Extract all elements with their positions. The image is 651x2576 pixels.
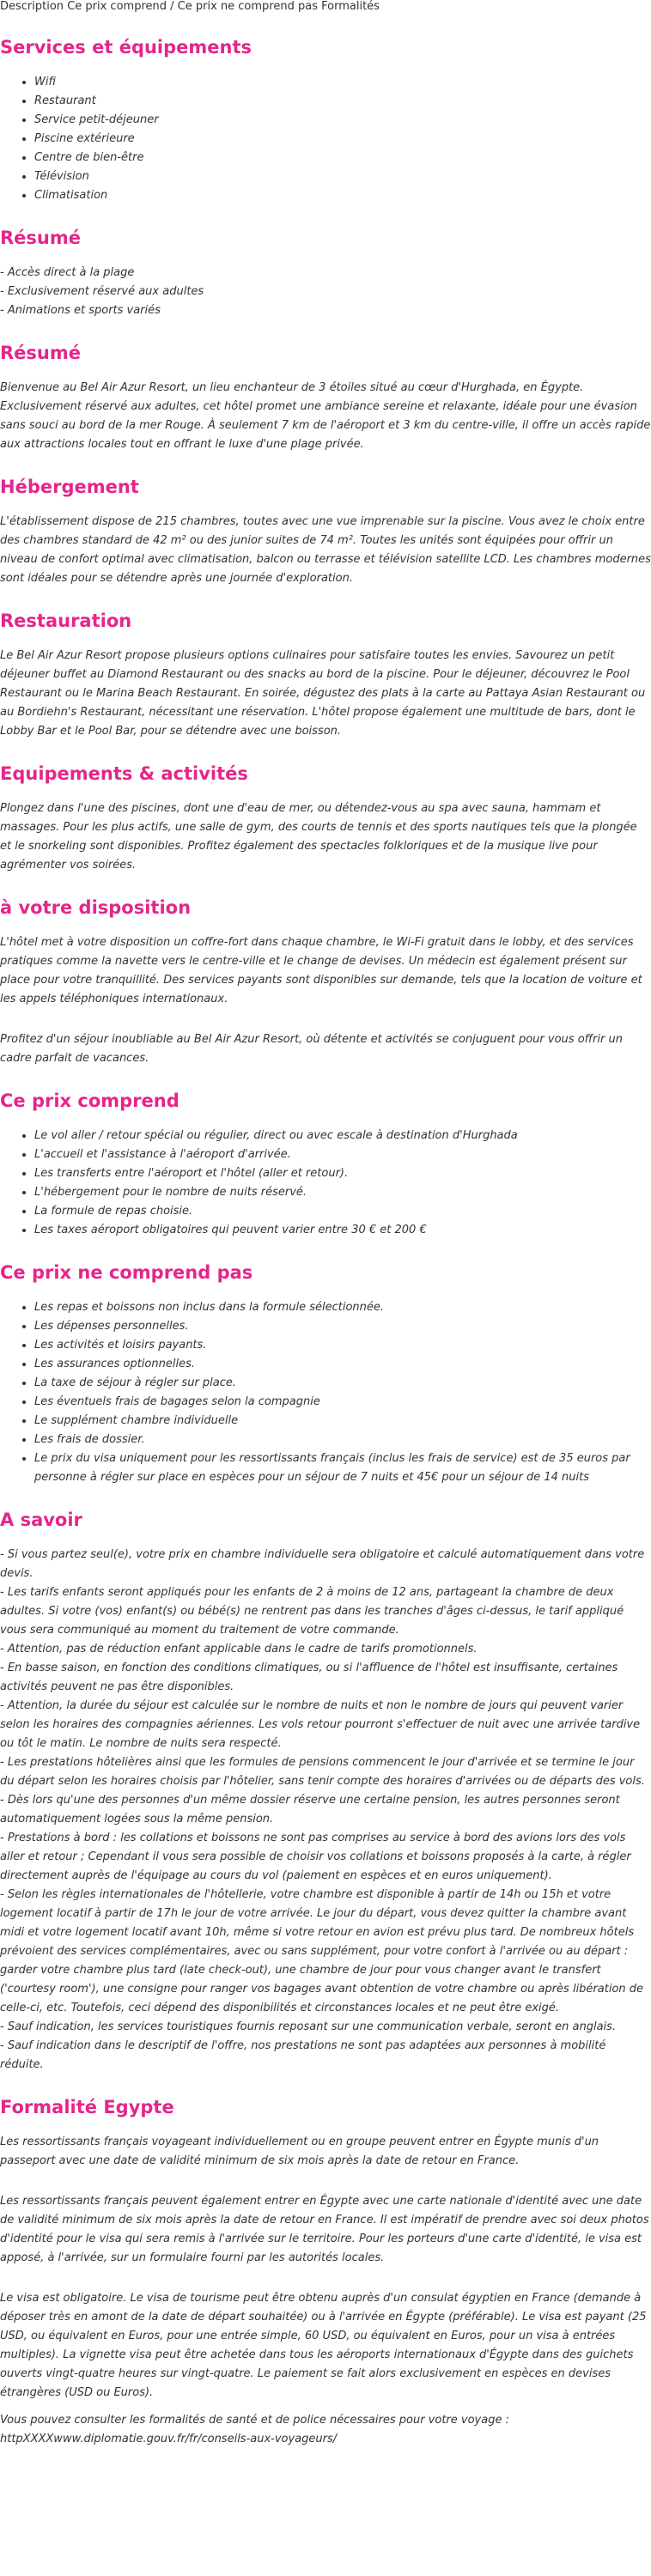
ne-comprend-list bbox=[0, 1298, 651, 1487]
comprend-list bbox=[0, 1127, 651, 1240]
tab-description[interactable]: Description bbox=[0, 0, 64, 13]
tab-inclus[interactable]: Ce prix comprend bbox=[67, 0, 167, 13]
list-item: • Service petit-déjeuner bbox=[34, 111, 651, 130]
hebergement-text: L'établissement dispose de 215 chambres, toutes avec une vue imprenable sur la piscine. Vous avez le choix entre des chambres standard de 42 m² ou des junior suites de 74 m². Toutes les unités sont équipées pour offrir un niveau de confort optimal avec climatisation, balcon ou terrasse et télévision satellite LCD. Les chambres modernes sont idéales pour se détendre après une journée d'exploration. bbox=[0, 515, 651, 585]
tab-separator: / bbox=[170, 0, 174, 13]
list-item: • Le supplément chambre individuelle bbox=[34, 1412, 651, 1431]
list-item: • Restaurant bbox=[34, 92, 651, 111]
disposition-text: L'hôtel met à votre disposition un coffre-fort dans chaque chambre, le Wi-Fi gratuit dans le lobby, et des services pratiques comme la navette vers le centre-ville et le change de devises. Un médecin est également présent sur place pour votre tranquillité. Des services payants sont disponibles sur demande, tels que la location de voiture et les appels téléphoniques internationaux. bbox=[0, 936, 642, 1005]
list-item: • Les activités et loisirs payants. bbox=[34, 1336, 651, 1355]
list-item: • Le vol aller / retour spécial ou régulier, direct ou avec escale à destination d'Hurghada bbox=[34, 1127, 651, 1145]
tab-formalites[interactable]: Formalités bbox=[321, 0, 380, 13]
list-item: • Les taxes aéroport obligatoires qui peuvent varier entre 30 € et 200 € bbox=[34, 1221, 651, 1240]
tabs-bar bbox=[0, 0, 651, 14]
equipements-text: Plongez dans l'une des piscines, dont une d'eau de mer, ou détendez-vous au spa avec sauna, hammam et massages. Pour les plus actifs, une salle de gym, des courts de tennis et des sports nautiques tels que la plongée et le snorkeling sont disponibles. Profitez également des spectacles folkloriques et de la musique live pour agrémenter vos soirées. bbox=[0, 802, 637, 872]
services-list bbox=[0, 73, 651, 205]
list-item: • La taxe de séjour à régler sur place. bbox=[34, 1374, 651, 1393]
disposition-title: à votre disposition bbox=[0, 897, 192, 918]
list-item: • Centre de bien-être bbox=[34, 149, 651, 167]
restauration-text: Le Bel Air Azur Resort propose plusieurs options culinaires pour satisfaire toutes les envies. Savourez un petit déjeuner buffet au Diamond Restaurant ou des snacks au bord de la piscine. Pour le déjeuner, découvrez le Pool Restaurant ou le Marina Beach Restaurant. En soirée, dégustez des plats à la carte au Pattaya Asian Restaurant ou au Bordiehn's Restaurant, nécessitant une réservation. L'hôtel propose également une multitude de bars, dont le Lobby Bar et le Pool Bar, pour se détendre avec une boisson. bbox=[0, 649, 646, 738]
formalite-title: Formalité Egypte bbox=[0, 2097, 174, 2117]
formalite-p2: Les ressortissants français peuvent également entrer en Égypte avec une carte nationale d'identité avec une date de validité minimum de six mois après la date de retour en France. Il est impératif de prendre avec soi deux photos d'identité pour le visa qui sera remis à l'arrivée sur le territoire. Pour les porteurs d'une carte d'identité, le visa est apposé, à l'arrivée, sur un formulaire fourni par les autorités locales. bbox=[0, 2195, 649, 2264]
restauration-title: Restauration bbox=[0, 611, 132, 631]
ne-comprend-title: Ce prix ne comprend pas bbox=[0, 1262, 253, 1283]
resume-short-lines bbox=[0, 264, 651, 320]
a-savoir-line: - Attention, pas de réduction enfant applicable dans le cadre de tarifs promotionnels. bbox=[0, 1643, 478, 1656]
a-savoir-line: - Si vous partez seul(e), votre prix en chambre individuelle sera obligatoire et calculé automatiquement dans votre devis. bbox=[0, 1548, 645, 1580]
list-item: • La formule de repas choisie. bbox=[34, 1202, 651, 1221]
a-savoir-line: - Sauf indication, les services touristiques fournis reposant sur une communication verbale, seront en anglais. bbox=[0, 2020, 617, 2033]
a-savoir-line: - Sauf indication dans le descriptif de l'offre, nos prestations ne sont pas adaptées aux personnes à mobilité réduite. bbox=[0, 2039, 606, 2071]
formalite-p3: Le visa est obligatoire. Le visa de tourisme peut être obtenu auprès d'un consulat égyptien en France (demande à déposer très en amont de la date de départ souhaitée) ou à l'arrivée en Égypte (préférable). Le visa est payant (25 USD, ou équivalent en Euros, pour une entrée simple, 60 USD, ou équivalent en Euros, pour un visa à entrées multiples). La vignette visa peut être achetée dans tous les aéroports internationaux d'Égypte dans des guichets ouverts vingt-quatre heures sur vingt-quatre. Le paiement se fait alors exclusivement en espèces en devises étrangères (USD ou Euros). bbox=[0, 2292, 647, 2399]
equipements-title: Equipements & activités bbox=[0, 763, 248, 784]
a-savoir-lines bbox=[0, 1546, 651, 2075]
list-item: • Les frais de dossier. bbox=[34, 1431, 651, 1449]
resume-short-title: Résumé bbox=[0, 228, 81, 248]
list-item: • Les éventuels frais de bagages selon la compagnie bbox=[34, 1393, 651, 1412]
list-item: • Les assurances optionnelles. bbox=[34, 1355, 651, 1374]
list-item: • Les transferts entre l'aéroport et l'hôtel (aller et retour). bbox=[34, 1164, 651, 1183]
a-savoir-line: - En basse saison, en fonction des conditions climatiques, ou si l'affluence de l'hôtel est insuffisante, certaines activités peuvent ne pas être disponibles. bbox=[0, 1662, 618, 1693]
resume-line: - Animations et sports variés bbox=[0, 304, 161, 317]
list-item: • Les repas et boissons non inclus dans la formule sélectionnée. bbox=[34, 1298, 651, 1317]
a-savoir-line: - Selon les règles internationales de l'hôtellerie, votre chambre est disponible à partir de 14h ou 15h et votre logement locatif à partir de 17h le jour de votre arrivée. Le jour du départ, vous devez quitter la chambre avant midi et votre logement locatif avant 10h, même si votre retour en avion est prévu plus tard. De nombreux hôtels prévoient des services complémentaires, avec ou sans supplément, pour votre confort à l'arrivée ou au départ : garder votre chambre plus tard (late check-out), une chambre de jour pour vous changer avant le transfert ('courtesy room'), une consigne pour ranger vos bagages avant obtention de votre chambre ou après libération de celle-ci, etc. Toutefois, ceci dépend des disponibilités et circonstances locales et ne peut être exigé. bbox=[0, 1888, 644, 2014]
comprend-title: Ce prix comprend bbox=[0, 1091, 179, 1111]
list-item: • Wifi bbox=[34, 73, 651, 92]
a-savoir-line: - Dès lors qu'une des personnes d'un même dossier réserve une certaine pension, les autres personnes seront automatiquement logées sous la même pension. bbox=[0, 1794, 620, 1826]
a-savoir-title: A savoir bbox=[0, 1510, 82, 1530]
resume-line: - Exclusivement réservé aux adultes bbox=[0, 285, 204, 298]
resume-long-title: Résumé bbox=[0, 343, 81, 363]
a-savoir-line: - Prestations à bord : les collations et boissons ne sont pas comprises au service à bord des avions lors des vols aller et retour ; Cependant il vous sera possible de choisir vos collations et boissons proposés à la carte, à régler directement auprès de l'équipage au cours du vol (paiement en espèces et en euros uniquement). bbox=[0, 1832, 631, 1882]
tab-non-inclus[interactable]: Ce prix ne comprend pas bbox=[177, 0, 318, 13]
a-savoir-line: - Attention, la durée du séjour est calculée sur le nombre de nuits et non le nombre de jours qui peuvent varier selon les horaires des compagnies aériennes. Les vols retour pourront s'effectuer de nuit avec une arrivée tardive ou tôt le matin. Le nombre de nuits sera respecté. bbox=[0, 1699, 641, 1750]
list-item: • Climatisation bbox=[34, 186, 651, 205]
a-savoir-line: - Les prestations hôtelières ainsi que les formules de pensions commencent le jour d'arrivée et se termine le jour du départ selon les horaires choisis par l'hôtelier, sans tenir compte des horaires d'arrivées ou de départs des vols. bbox=[0, 1756, 645, 1788]
formalite-p1: Les ressortissants français voyageant individuellement ou en groupe peuvent entrer en Égypte munis d'un passeport avec une date de validité minimum de six mois après la date de retour en France. bbox=[0, 2136, 599, 2167]
list-item: • Les dépenses personnelles. bbox=[34, 1317, 651, 1336]
resume-long-text: Bienvenue au Bel Air Azur Resort, un lieu enchanteur de 3 étoiles situé au cœur d'Hurghada, en Égypte. Exclusivement réservé aux adultes, cet hôtel promet une ambiance sereine et relaxante, idéale pour une évasion sans souci au bord de la mer Rouge. À seulement 7 km de l'aéroport et 3 km du centre-ville, il offre un accès rapide aux attractions locales tout en offrant le luxe d'une plage privée. bbox=[0, 381, 651, 451]
resume-line: - Accès direct à la plage bbox=[0, 266, 135, 279]
disposition-text-2: Profitez d'un séjour inoubliable au Bel Air Azur Resort, où détente et activités se conjuguent pour vous offrir un cadre parfait de vacances. bbox=[0, 1033, 623, 1065]
formalite-p4: Vous pouvez consulter les formalités de santé et de police nécessaires pour votre voyage : httpXXXXwww.diplomatie.gouv.fr/fr/conseils-aux-voyageurs/ bbox=[0, 2414, 509, 2445]
list-item: • Télévision bbox=[34, 167, 651, 186]
list-item: • Piscine extérieure bbox=[34, 130, 651, 149]
services-title: Services et équipements bbox=[0, 37, 252, 58]
a-savoir-line: - Les tarifs enfants seront appliqués pour les enfants de 2 à moins de 12 ans, partageant la chambre de deux adultes. Si votre (vos) enfant(s) ou bébé(s) ne rentrent pas dans les tranches d'âges ci-dessus, le tarif appliqué vous sera communiqué au moment du traitement de votre commande. bbox=[0, 1586, 624, 1637]
hebergement-title: Hébergement bbox=[0, 477, 139, 497]
list-item: • L'hébergement pour le nombre de nuits réservé. bbox=[34, 1183, 651, 1202]
list-item: • Le prix du visa uniquement pour les ressortissants français (inclus les frais de service) est de 35 euros par personne à régler sur place en espèces pour un séjour de 7 nuits et 45€ pour un séjour de 14 nuits bbox=[34, 1449, 651, 1487]
list-item: • L'accueil et l'assistance à l'aéroport d'arrivée. bbox=[34, 1145, 651, 1164]
